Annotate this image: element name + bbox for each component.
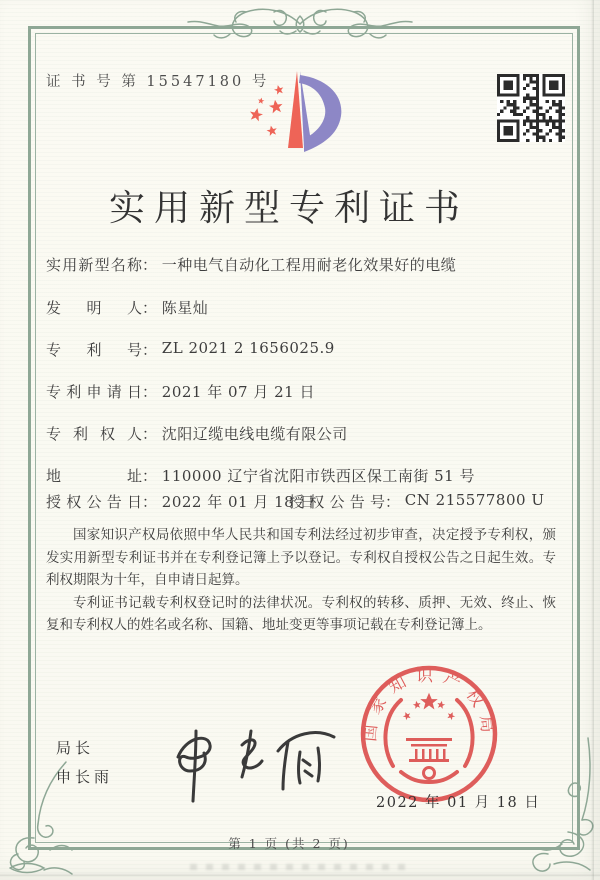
director-signature xyxy=(150,715,355,805)
field-patent-number: 专利号： ZL 2021 2 1656025.9 xyxy=(46,339,335,359)
legal-paragraph-1: 国家知识产权局依照中华人民共和国专利法经过初步审查，决定授予专利权，颁发实用新型专利证书并在专利登记簿上予以登记。专利权自授权公告之日起生效。专利权期限为十年，自申请日起算。 xyxy=(46,527,556,588)
field-application-date: 专利申请日： 2021 年 07 月 21 日 xyxy=(46,383,315,401)
national-emblem-icon xyxy=(402,693,457,762)
field-patentee: 专利权人： 沈阳辽缆电线电缆有限公司 xyxy=(46,425,348,443)
certificate-number: 证 书 号 第 15547180 号 xyxy=(46,74,270,90)
bleed-through-marks xyxy=(190,864,405,870)
cnipa-round-seal-icon xyxy=(349,654,509,814)
field-utility-model-name: 实用新型名称： 一种电气自动化工程用耐老化效果好的电缆 xyxy=(46,256,457,274)
field-address: 地址： 110000 辽宁省沈阳市铁西区保工南街 51 号 xyxy=(46,467,475,485)
qr-modules xyxy=(497,74,565,142)
signer-role: 局长 xyxy=(56,739,95,757)
field-grant-publication-number: 授权公告号： CN 215577800 U xyxy=(289,491,545,511)
top-dragon-ornament-icon xyxy=(178,4,422,44)
seal-date: 2022 年 01 月 18 日 xyxy=(376,795,541,811)
page-number: 第 1 页 (共 2 页) xyxy=(228,836,350,851)
qr-code-icon xyxy=(497,74,565,142)
legal-body-text xyxy=(46,524,556,637)
field-grant-row xyxy=(46,491,560,513)
paper-edge-bottom xyxy=(0,873,600,876)
seal-agency-text: 国家知识产权局 xyxy=(360,666,498,743)
paper-edge-right xyxy=(591,0,594,880)
legal-paragraph-2: 专利证书记载专利权登记时的法律状况。专利权的转移、质押、无效、终止、恢复和专利权人的姓名或名称、国籍、地址变更等事项记载在专利登记簿上。 xyxy=(46,594,556,633)
signer-name: 申长雨 xyxy=(56,768,114,786)
field-grant-date: 授权公告日： 2022 年 01 月 18 日 xyxy=(46,493,315,511)
document-title: 实用新型专利证书 xyxy=(108,188,469,229)
field-inventor: 发明人： 陈星灿 xyxy=(46,299,209,317)
cnipa-logo-icon xyxy=(236,62,366,158)
